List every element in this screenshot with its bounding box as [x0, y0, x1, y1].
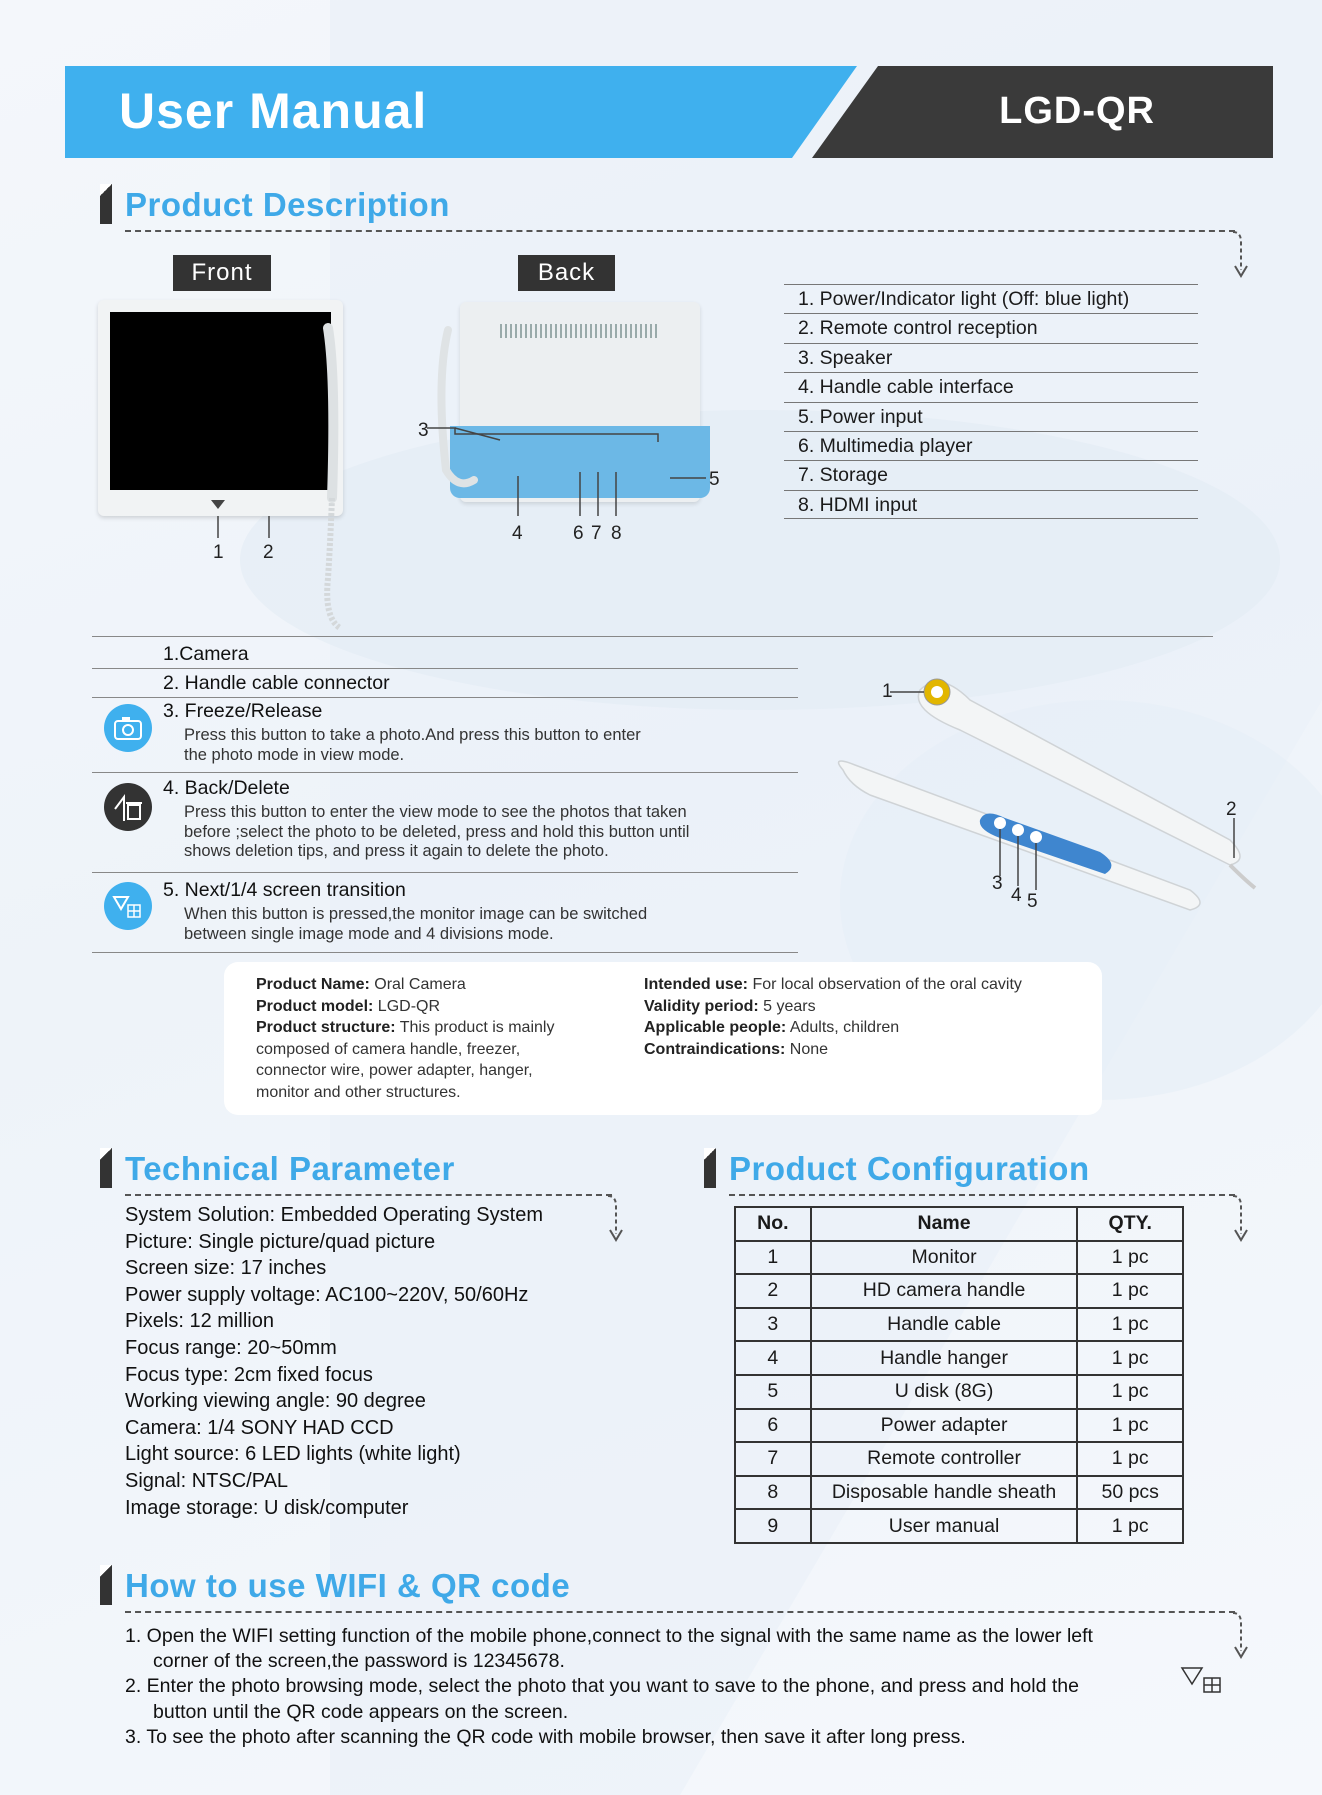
- wifi-step-2-cont: button until the QR code appears on the screen.: [153, 1700, 569, 1723]
- feature-cable-connector: 2. Handle cable connector: [163, 672, 390, 694]
- section-divider: [125, 1611, 1235, 1613]
- info-contraindications: Contraindications: None: [644, 1040, 829, 1058]
- cell-name: HD camera handle: [811, 1274, 1078, 1308]
- cell-name: Handle hanger: [811, 1341, 1078, 1375]
- tech-param: System Solution: Embedded Operating System: [125, 1204, 543, 1226]
- cell-qty: 1 pc: [1077, 1308, 1183, 1342]
- configuration-table: [734, 1206, 1184, 1544]
- section-title-product-description: Product Description: [125, 186, 450, 223]
- info-structure-line: composed of camera handle, freezer,: [256, 1040, 521, 1058]
- info-product-name: Product Name: Oral Camera: [256, 976, 466, 993]
- tech-param: Picture: Single picture/quad picture: [125, 1230, 436, 1253]
- arrow-down-icon: [1231, 230, 1251, 280]
- cell-qty: 1 pc: [1077, 1409, 1183, 1443]
- divider: [92, 636, 1213, 637]
- section-marker: [704, 1148, 716, 1188]
- info-left-column: [256, 974, 596, 1103]
- tech-param: Signal: NTSC/PAL: [125, 1469, 289, 1492]
- divider: [92, 952, 798, 953]
- port-item: 2. Remote control reception: [784, 313, 1198, 342]
- wifi-instructions: [125, 1624, 1245, 1750]
- camera-handle-image: [830, 660, 1260, 930]
- section-marker: [100, 184, 112, 224]
- info-product-structure: Product structure: This product is mainly: [256, 1019, 555, 1036]
- cell-no: 5: [735, 1375, 811, 1409]
- camera-icon: [104, 704, 152, 752]
- header-qty: QTY.: [1077, 1207, 1183, 1241]
- vent-slots: [500, 324, 660, 338]
- header-name: Name: [811, 1207, 1078, 1241]
- screen-transition-icon: [104, 882, 152, 930]
- port-item: 5. Power input: [784, 402, 1198, 431]
- front-callout-2: 2: [263, 542, 274, 563]
- wifi-step-1: 1. Open the WIFI setting function of the mobile phone,connect to the signal with the same name as the lower left: [125, 1625, 1093, 1647]
- cell-name: Power adapter: [811, 1409, 1078, 1443]
- port-item: 7. Storage: [784, 460, 1198, 489]
- handle-callout-5: 5: [1027, 891, 1038, 912]
- divider: [92, 697, 798, 698]
- cell-qty: 1 pc: [1077, 1341, 1183, 1375]
- back-callout-5: 5: [709, 469, 720, 490]
- table-row: [735, 1274, 1183, 1308]
- arrow-down-icon: [1231, 1194, 1251, 1244]
- feature-back-desc-1: Press this button to enter the view mode to see the photos that taken: [184, 803, 687, 821]
- cell-qty: 1 pc: [1077, 1274, 1183, 1308]
- cell-qty: 1 pc: [1077, 1375, 1183, 1409]
- monitor-screen: [110, 312, 331, 490]
- back-callout-lines: [415, 420, 735, 520]
- port-item: 8. HDMI input: [784, 490, 1198, 519]
- front-label: Front: [173, 255, 271, 291]
- tech-param: Screen size: 17 inches: [125, 1257, 327, 1280]
- cell-no: 6: [735, 1409, 811, 1443]
- table-row: [735, 1341, 1183, 1375]
- info-intended-use: Intended use: For local observation of the oral cavity: [644, 976, 1022, 993]
- section-divider: [729, 1194, 1235, 1196]
- port-item: 3. Speaker: [784, 343, 1198, 372]
- cell-name: Disposable handle sheath: [811, 1476, 1078, 1510]
- feature-freeze-desc-2: the photo mode in view mode.: [184, 746, 405, 764]
- back-callout-4: 4: [512, 523, 523, 544]
- back-callout-7: 7: [591, 523, 602, 544]
- section-marker: [100, 1565, 112, 1605]
- tech-param: Focus range: 20~50mm: [125, 1336, 337, 1359]
- feature-freeze-release: 3. Freeze/Release: [163, 700, 323, 722]
- section-divider: [125, 230, 1235, 232]
- info-structure-line: monitor and other structures.: [256, 1083, 461, 1101]
- handle-callout-1: 1: [882, 681, 893, 702]
- port-item: 6. Multimedia player: [784, 431, 1198, 460]
- cell-name: User manual: [811, 1509, 1078, 1543]
- tech-param: Pixels: 12 million: [125, 1310, 274, 1333]
- camera-handle-on-hanger: [300, 318, 380, 638]
- tech-param: Focus type: 2cm fixed focus: [125, 1363, 373, 1386]
- table-row: [735, 1241, 1183, 1275]
- section-divider: [125, 1194, 612, 1196]
- divider: [92, 772, 798, 773]
- feature-transition-desc-2: between single image mode and 4 divisions mode.: [184, 925, 554, 943]
- handle-callout-2: 2: [1226, 799, 1237, 820]
- section-title-product-configuration: Product Configuration: [729, 1150, 1090, 1187]
- table-row: [735, 1409, 1183, 1443]
- cell-qty: 1 pc: [1077, 1442, 1183, 1476]
- handle-callout-3: 3: [992, 873, 1003, 894]
- feature-back-desc-3: shows deletion tips, and press it again to delete the photo.: [184, 842, 609, 860]
- tech-param: Light source: 6 LED lights (white light): [125, 1443, 461, 1466]
- cell-no: 3: [735, 1308, 811, 1342]
- back-callout-8: 8: [611, 523, 622, 544]
- tech-param: Camera: 1/4 SONY HAD CCD: [125, 1416, 394, 1439]
- info-structure-line: connector wire, power adapter, hanger,: [256, 1062, 533, 1079]
- info-applicable-people: Applicable people: Adults, children: [644, 1019, 900, 1036]
- port-item: 4. Handle cable interface: [784, 372, 1198, 401]
- feature-camera: 1.Camera: [163, 643, 249, 665]
- cell-qty: 1 pc: [1077, 1241, 1183, 1275]
- info-validity: Validity period: 5 years: [644, 997, 816, 1015]
- port-item: 1. Power/Indicator light (Off: blue light): [784, 284, 1198, 313]
- back-callout-6: 6: [573, 523, 584, 544]
- cell-no: 1: [735, 1241, 811, 1275]
- technical-parameter-list: [125, 1202, 543, 1521]
- section-title-wifi-qr: How to use WIFI & QR code: [125, 1567, 571, 1604]
- manual-title: User Manual: [119, 83, 428, 139]
- feature-back-desc-2: before ;select the photo to be deleted, press and hold this button until: [184, 823, 690, 841]
- screen-transition-icon: [1180, 1666, 1228, 1696]
- front-callout-lines: [210, 516, 280, 562]
- cell-no: 4: [735, 1341, 811, 1375]
- section-marker: [100, 1148, 112, 1188]
- arrow-down-icon: [606, 1194, 626, 1244]
- power-indicator-icon: [210, 498, 226, 510]
- back-label: Back: [518, 255, 615, 291]
- feature-screen-transition: 5. Next/1/4 screen transition: [163, 879, 406, 901]
- cell-name: Handle cable: [811, 1308, 1078, 1342]
- cell-no: 7: [735, 1442, 811, 1476]
- feature-transition-desc-1: When this button is pressed,the monitor image can be switched: [184, 905, 648, 923]
- cell-no: 9: [735, 1509, 811, 1543]
- info-right-column: [644, 974, 1094, 1060]
- header-no: No.: [735, 1207, 811, 1241]
- cell-name: Monitor: [811, 1241, 1078, 1275]
- tech-param: Image storage: U disk/computer: [125, 1496, 409, 1519]
- feature-freeze-desc-1: Press this button to take a photo.And press this button to enter: [184, 726, 641, 744]
- wifi-step-2: 2. Enter the photo browsing mode, select the photo that you want to save to the phone, and press and hold the: [125, 1675, 1079, 1698]
- table-row: [735, 1509, 1183, 1543]
- handle-callout-4: 4: [1011, 885, 1022, 906]
- tech-param: Power supply voltage: AC100~220V, 50/60Hz: [125, 1283, 529, 1306]
- header-banner: [65, 66, 1273, 158]
- cell-name: Remote controller: [811, 1442, 1078, 1476]
- tech-param: Working viewing angle: 90 degree: [125, 1390, 426, 1413]
- back-delete-icon: [104, 783, 152, 831]
- table-row: [735, 1442, 1183, 1476]
- divider: [92, 668, 798, 669]
- wifi-step-1-cont: corner of the screen,the password is 12345678.: [153, 1650, 565, 1673]
- table-row: [735, 1476, 1183, 1510]
- front-callout-1: 1: [213, 542, 224, 563]
- info-product-model: Product model: LGD-QR: [256, 997, 441, 1015]
- port-list: [784, 284, 1198, 519]
- wifi-step-3: 3. To see the photo after scanning the QR code with mobile browser, then save it after long press.: [125, 1725, 966, 1748]
- cell-name: U disk (8G): [811, 1375, 1078, 1409]
- table-row: [735, 1308, 1183, 1342]
- model-number: LGD-QR: [999, 90, 1155, 132]
- feature-back-delete: 4. Back/Delete: [163, 777, 290, 799]
- product-info-box: [224, 962, 1102, 1115]
- cell-no: 8: [735, 1476, 811, 1510]
- divider: [92, 872, 798, 873]
- back-callout-3: 3: [418, 420, 429, 441]
- table-row: [735, 1375, 1183, 1409]
- cell-qty: 1 pc: [1077, 1509, 1183, 1543]
- section-title-technical-parameter: Technical Parameter: [125, 1150, 455, 1187]
- cell-qty: 50 pcs: [1077, 1476, 1183, 1510]
- cell-no: 2: [735, 1274, 811, 1308]
- table-header-row: [735, 1207, 1183, 1241]
